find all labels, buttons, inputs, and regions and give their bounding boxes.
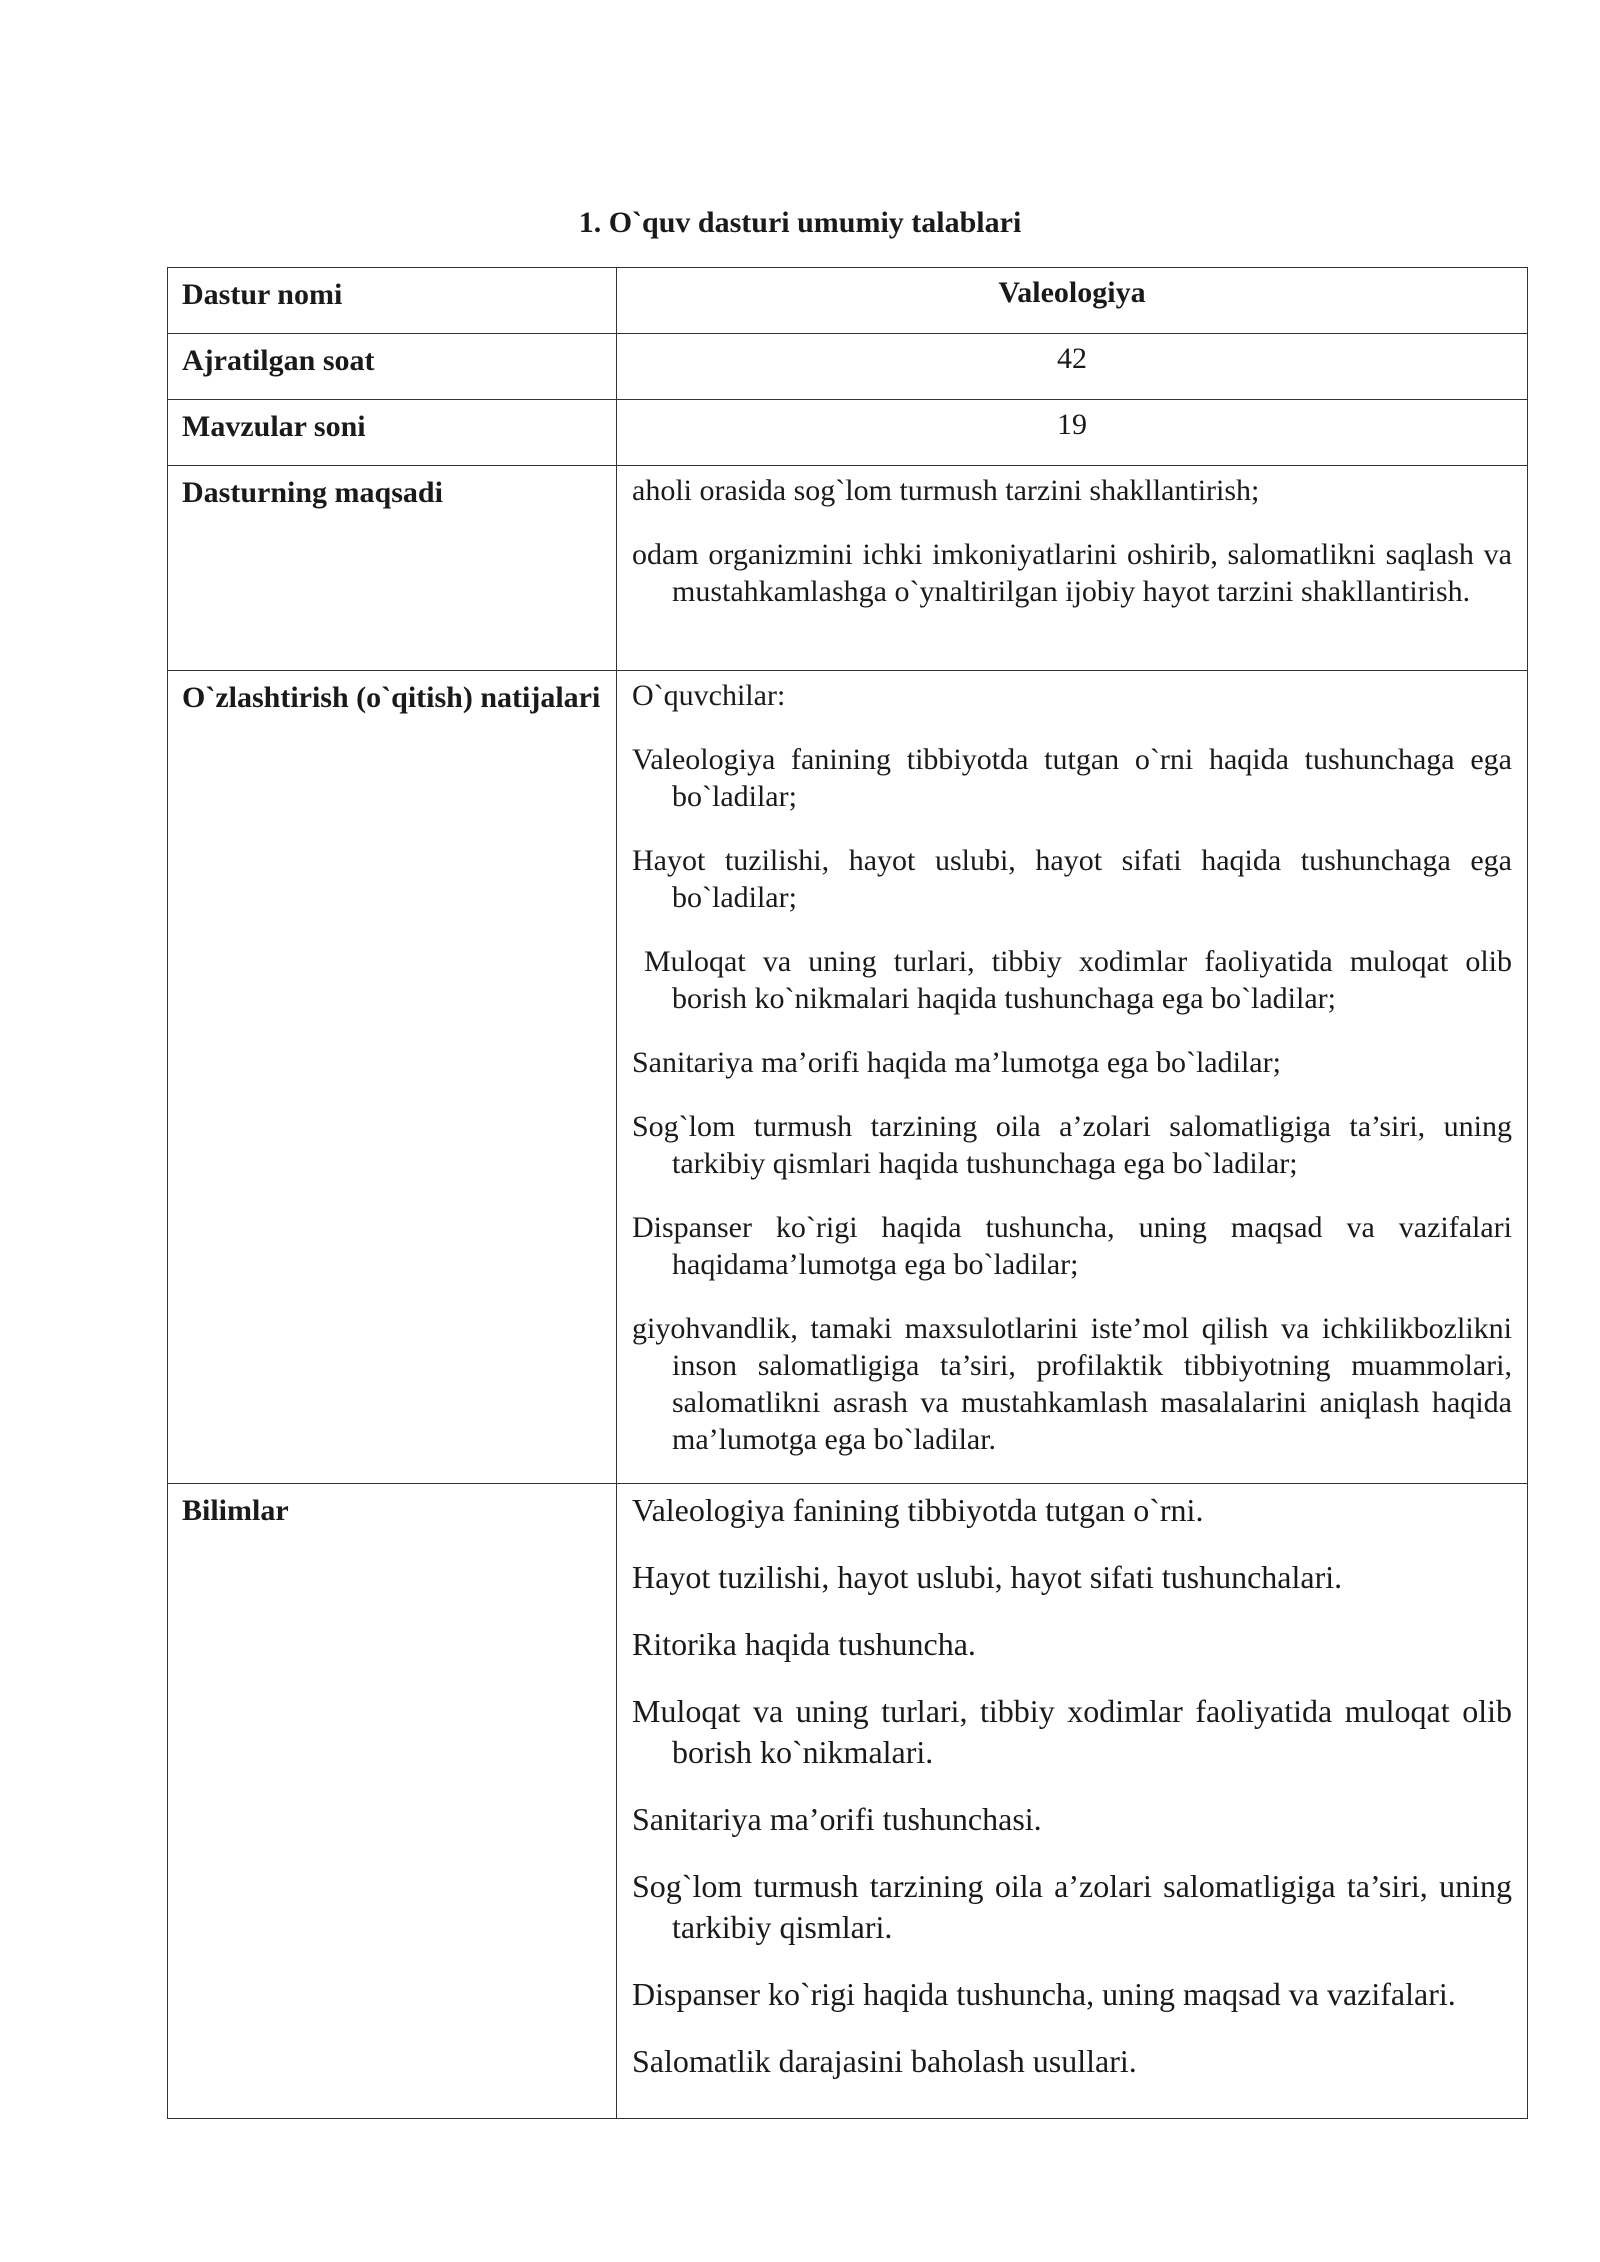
knowledge-item: Sanitariya ma’orifi tushunchasi. (632, 1801, 1042, 1837)
goal-cell (617, 466, 1528, 671)
goal-item: odam organizmini ichki imkoniyatlarini oshirib, salomatlikni saqlash va mustahkamlashga o`ynaltirilgan ijobiy hayot tarzini shakllantirish. (632, 538, 1512, 608)
outcome-item: Dispanser ko`rigi haqida tushuncha, uning maqsad va vazifalari haqidama’lumotga ega bo`ladilar; (632, 1211, 1512, 1281)
goal-label: Dasturning maqsadi (168, 466, 617, 671)
allocated-hours-cell (617, 334, 1528, 400)
table-row (168, 334, 1528, 400)
knowledge-item: Muloqat va uning turlari, tibbiy xodimlar faoliyatida muloqat olib borish ko`nikmalari. (632, 1693, 1512, 1770)
outcome-item: giyohvandlik, tamaki maxsulotlarini iste’mol qilish va ichkilikbozlikni inson salomatligiga ta’siri, profilaktik tibbiyotning muammolari, salomatlikni asrash va mustahkamlash masalalarini aniqlash haqida ma’lumotga ega bo`ladilar. (632, 1312, 1512, 1456)
table-row (168, 268, 1528, 334)
knowledge-cell (617, 1484, 1528, 2119)
topics-count-value: 19 (1057, 408, 1087, 441)
knowledge-label: Bilimlar (168, 1484, 617, 2119)
program-requirements-table (167, 267, 1528, 2119)
topics-count-label: Mavzular soni (168, 400, 617, 466)
table-row (168, 400, 1528, 466)
outcome-item: Valeologiya fanining tibbiyotda tutgan o`rni haqida tushunchaga ega bo`ladilar; (632, 743, 1512, 813)
program-name-value: Valeologiya (998, 276, 1146, 309)
program-name-cell (617, 268, 1528, 334)
allocated-hours-label: Ajratilgan soat (168, 334, 617, 400)
table-row (168, 671, 1528, 1484)
table-row (168, 466, 1528, 671)
knowledge-item: Hayot tuzilishi, hayot uslubi, hayot sifati tushunchalari. (632, 1559, 1343, 1595)
outcomes-cell (617, 671, 1528, 1484)
page-title: 1. O`quv dasturi umumiy talablari (578, 206, 1022, 239)
outcome-item: Muloqat va uning turlari, tibbiy xodimlar faoliyatida muloqat olib borish ko`nikmalari haqida tushunchaga ega bo`ladilar; (644, 945, 1512, 1015)
knowledge-item: Valeologiya fanining tibbiyotda tutgan o`rni. (632, 1492, 1204, 1528)
knowledge-item: Sog`lom turmush tarzining oila a’zolari salomatligiga ta’siri, uning tarkibiy qismlari. (632, 1868, 1512, 1945)
outcome-item: Hayot tuzilishi, hayot uslubi, hayot sifati haqida tushunchaga ega bo`ladilar; (632, 844, 1512, 914)
knowledge-item: Dispanser ko`rigi haqida tushuncha, uning maqsad va vazifalari. (632, 1976, 1456, 2012)
outcomes-label: O`zlashtirish (o`qitish) natijalari (168, 671, 617, 1484)
topics-count-cell (617, 400, 1528, 466)
outcome-item: Sog`lom turmush tarzining oila a’zolari salomatligiga ta’siri, uning tarkibiy qismlari haqida tushunchaga ega bo`ladilar; (632, 1110, 1512, 1180)
outcome-item: O`quvchilar: (632, 679, 786, 712)
knowledge-item: Ritorika haqida tushuncha. (632, 1626, 976, 1662)
table-row (168, 1484, 1528, 2119)
program-name-label: Dastur nomi (168, 268, 617, 334)
allocated-hours-value: 42 (1057, 342, 1087, 375)
goal-item: aholi orasida sog`lom turmush tarzini shakllantirish; (632, 474, 1260, 507)
outcome-item: Sanitariya ma’orifi haqida ma’lumotga ega bo`ladilar; (632, 1046, 1281, 1079)
knowledge-item: Salomatlik darajasini baholash usullari. (632, 2043, 1137, 2079)
